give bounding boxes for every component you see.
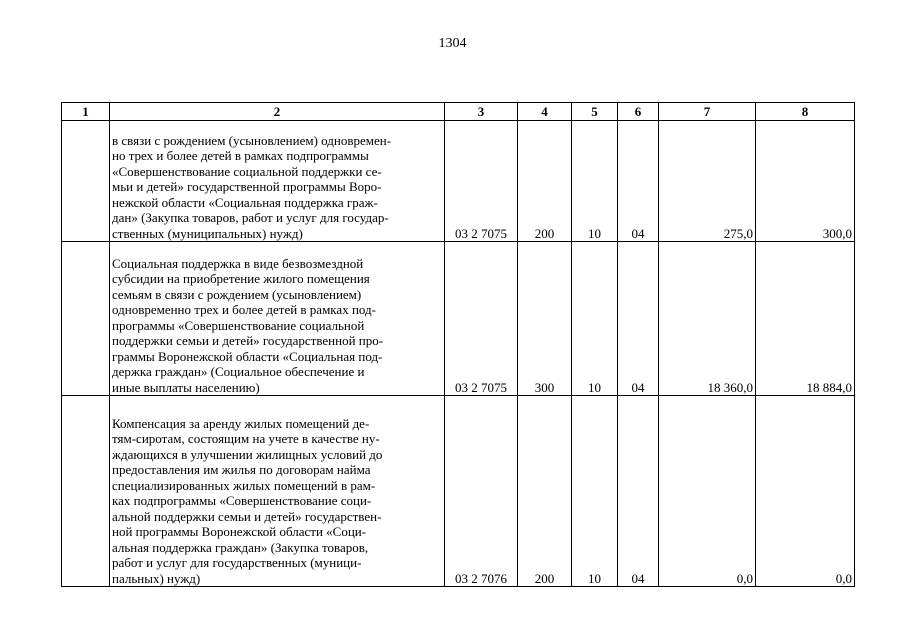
column-header-1: 1 [62,103,110,121]
row-number-cell [62,242,110,396]
description-text: Компенсация за аренду жилых помещений де- тям-сиротам, состоящим на учете в качестве ну- ждающихся в улучшении жилищных условий до предоставления им жилья по договорам найма специализированных жилых помещений в рам- ках подпрограммы «Совершенствование соци- альной поддержки семьи и детей» государствен- ной программы Воронежской области «Соци- альная поддержка граждан» (Закупка товаров, работ и услуг для государственных (муници- пальных) нужд) [112,415,383,586]
section-cell: 10 [572,242,618,396]
expense-type-cell: 200 [518,396,572,587]
subsection-cell: 04 [618,121,659,242]
row-number-cell [62,396,110,587]
description-cell [110,396,445,587]
description-text: в связи с рождением (усыновлением) одновремен- но трех и более детей в рамках подпрограммы «Совершенствование социальной поддержки се- мьи и детей» государственной программы Воро- нежской области «Социальная поддержка граж- дан» (Закупка товаров, работ и услуг для государ- ственных (муниципальных) нужд) [112,132,392,241]
amount-8-cell: 300,0 [756,121,855,242]
column-header-4: 4 [518,103,572,121]
table-row [62,121,855,242]
header-row [62,103,855,121]
section-cell: 10 [572,396,618,587]
budget-table [61,102,855,587]
amount-7-cell: 0,0 [659,396,756,587]
description-cell [110,242,445,396]
amount-8-cell: 0,0 [756,396,855,587]
page-number: 1304 [438,36,467,51]
section-cell: 10 [572,121,618,242]
column-header-7: 7 [659,103,756,121]
subsection-cell: 04 [618,242,659,396]
column-header-2: 2 [110,103,445,121]
description-text: Социальная поддержка в виде безвозмездной субсидии на приобретение жилого помещения семьям в связи с рождением (усыновлением) одновременно трех и более детей в рамках под- программы «Совершенствование социальной поддержки семьи и детей» государственной про- граммы Воронежской области «Социальная под- держка граждан» (Социальное обеспечение и иные выплаты населению) [112,255,384,395]
column-header-6: 6 [618,103,659,121]
column-header-5: 5 [572,103,618,121]
table-row [62,242,855,396]
row-number-cell [62,121,110,242]
target-code-cell: 03 2 7076 [445,396,518,587]
table-row [62,396,855,587]
expense-type-cell: 300 [518,242,572,396]
amount-7-cell: 18 360,0 [659,242,756,396]
target-code-cell: 03 2 7075 [445,242,518,396]
subsection-cell: 04 [618,396,659,587]
amount-8-cell: 18 884,0 [756,242,855,396]
column-header-3: 3 [445,103,518,121]
description-cell [110,121,445,242]
column-header-8: 8 [756,103,855,121]
target-code-cell: 03 2 7075 [445,121,518,242]
expense-type-cell: 200 [518,121,572,242]
amount-7-cell: 275,0 [659,121,756,242]
